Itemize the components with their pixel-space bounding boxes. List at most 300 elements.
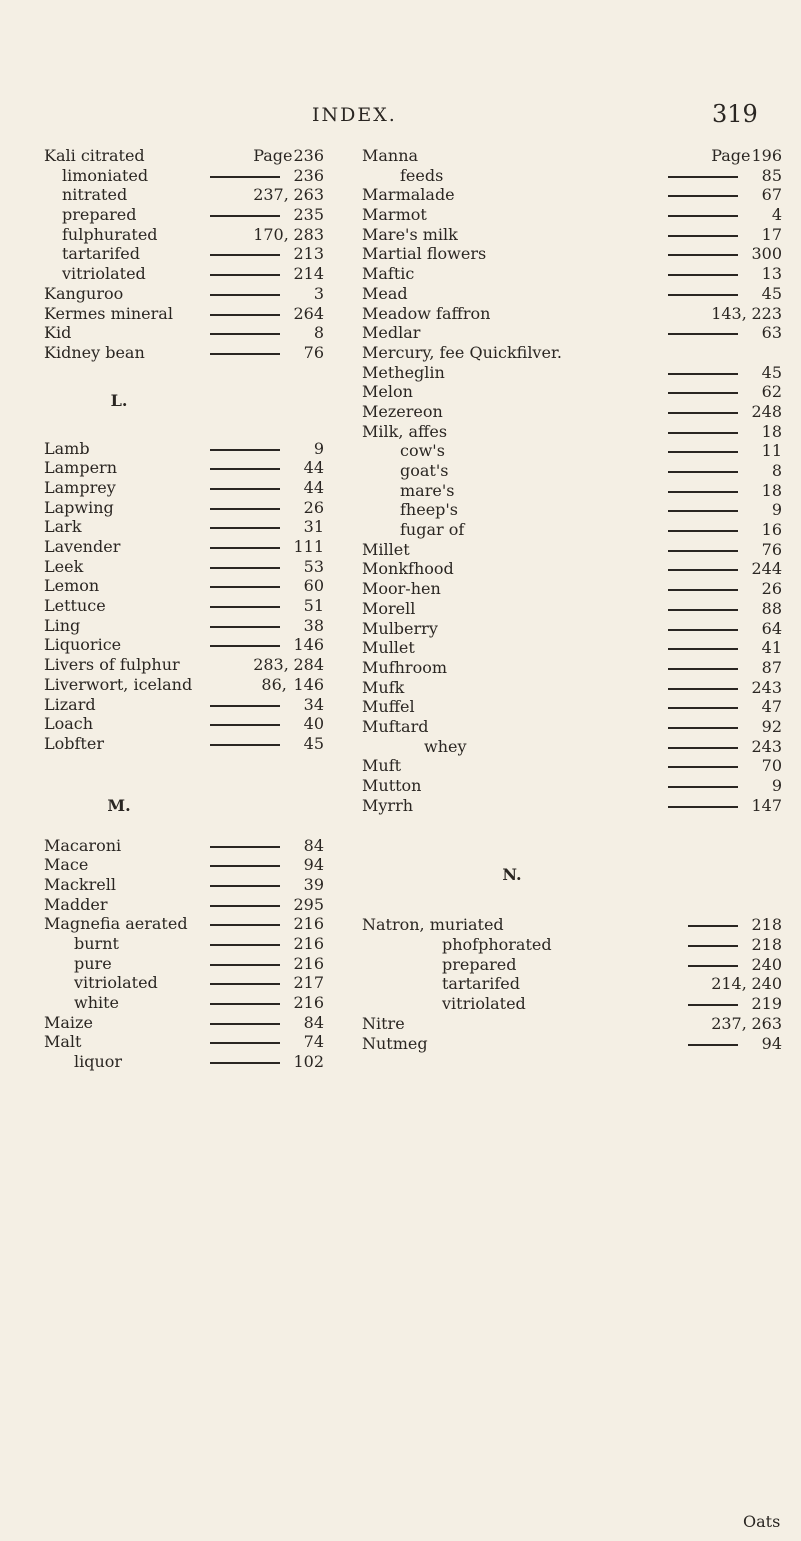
leader-dash — [668, 530, 738, 532]
entry-page-number: 11 — [761, 441, 782, 461]
leader-dash — [668, 747, 738, 749]
entry-term: Lark — [44, 517, 82, 537]
index-entry — [44, 439, 344, 459]
leader-dash — [668, 491, 738, 493]
entry-term: Martial flowers — [362, 244, 487, 264]
index-entry — [44, 973, 344, 993]
entry-term: tartarifed — [62, 244, 140, 264]
entry-term: white — [74, 993, 120, 1013]
index-entry — [44, 205, 344, 225]
index-entry — [362, 579, 782, 599]
entry-term: Mulberry — [362, 618, 438, 638]
entry-page-number: 45 — [303, 733, 324, 753]
index-entry — [44, 498, 344, 518]
index-entry — [44, 304, 344, 324]
index-entry — [44, 244, 344, 264]
index-entry — [44, 596, 344, 616]
entry-term: Muft — [362, 756, 402, 776]
entry-term: Myrrh — [362, 795, 414, 815]
entry-page-number: 283 — [293, 224, 324, 244]
leader-dash — [210, 353, 280, 355]
leader-dash — [210, 567, 280, 569]
page-label: Page — [711, 146, 751, 165]
entry-term: limoniated — [62, 165, 149, 185]
entry-term: Ling — [44, 615, 81, 635]
section-letter-l: L. — [110, 390, 128, 410]
entry-term: Mercury, fee Quickfilver. — [362, 342, 562, 362]
entry-page-number: 45 — [761, 283, 782, 303]
entry-page-number: 44 — [303, 458, 324, 478]
leader-dash — [668, 569, 738, 571]
index-entry — [44, 695, 344, 715]
entry-page-number: 213 — [293, 244, 324, 264]
index-entry — [44, 895, 344, 915]
catchword: Oats — [743, 1512, 781, 1531]
entry-page-number: 53 — [303, 556, 324, 576]
index-entry — [44, 537, 344, 557]
index-entry — [362, 619, 782, 639]
leader-dash — [210, 1003, 280, 1005]
entry-page-number: 16 — [761, 520, 782, 540]
entry-term: Lamb — [44, 438, 90, 458]
leader-dash — [210, 547, 280, 549]
index-entry — [362, 264, 782, 284]
entry-page-number: 88 — [761, 598, 782, 618]
entry-page-number: 214 — [293, 264, 324, 284]
entry-term: Kermes mineral — [44, 303, 173, 323]
entry-term: Kidney bean — [44, 342, 145, 362]
entry-page-number: 64 — [761, 618, 782, 638]
entry-term: Mullet — [362, 638, 415, 658]
leader-dash — [210, 508, 280, 510]
index-entry — [44, 675, 344, 695]
leader-dash — [688, 965, 738, 967]
index-entry — [362, 146, 782, 166]
index-entry — [44, 166, 344, 186]
leader-dash — [688, 925, 738, 927]
entry-term: Malt — [44, 1032, 82, 1052]
entry-page-number: 263 — [751, 1013, 782, 1033]
entry-page-number: 147 — [751, 795, 782, 815]
entry-term: Livers of fulphur — [44, 655, 180, 675]
entry-term: vitriolated — [74, 973, 158, 993]
index-entry — [44, 478, 344, 498]
entry-page-number: 216 — [293, 934, 324, 953]
leader-dash — [210, 905, 280, 907]
entry-term: feeds — [400, 165, 444, 185]
index-entry — [362, 737, 782, 757]
entry-page-number: 76 — [761, 539, 782, 559]
entry-term: Natron, muriated — [362, 915, 504, 935]
leader-dash — [668, 727, 738, 729]
leader-dash — [688, 945, 738, 947]
leader-dash — [668, 294, 738, 296]
entry-term: Leek — [44, 556, 84, 576]
entry-term: Mead — [362, 283, 408, 303]
index-entry — [362, 796, 782, 816]
entry-term: Lamprey — [44, 477, 116, 497]
page-number: 319 — [712, 100, 758, 128]
entry-term: Kali citrated — [44, 146, 145, 165]
entry-page-number: 63 — [761, 323, 782, 343]
section-letter-n: N. — [502, 865, 522, 885]
leader-dash — [668, 412, 738, 414]
index-entry — [44, 1013, 344, 1033]
leader-dash — [210, 1062, 280, 1064]
entry-term: Muftard — [362, 716, 429, 736]
entry-page-number: 41 — [761, 638, 782, 658]
entry-page-number: 244 — [751, 559, 782, 579]
entry-term: prepared — [442, 954, 517, 974]
index-entry — [362, 481, 782, 501]
page-label: Page — [253, 146, 293, 165]
entry-page-reference: 214, — [711, 974, 747, 994]
index-entry — [362, 658, 782, 678]
entry-term: Lettuce — [44, 596, 106, 616]
entry-term: Muffel — [362, 697, 415, 717]
entry-page-number: 84 — [303, 1012, 324, 1032]
index-entry — [362, 559, 782, 579]
index-entry — [362, 284, 782, 304]
entry-page-number: 102 — [293, 1052, 324, 1072]
index-entry — [44, 557, 344, 577]
entry-term: Maize — [44, 1012, 93, 1032]
entry-page-number: 40 — [303, 714, 324, 734]
index-entry — [44, 914, 344, 934]
index-entry — [362, 915, 782, 935]
index-entry — [44, 146, 344, 166]
entry-page-number: 248 — [751, 401, 782, 421]
index-entry — [362, 638, 782, 658]
leader-dash — [210, 626, 280, 628]
index-entry — [362, 441, 782, 461]
entry-term: Magnefia aerated — [44, 914, 188, 934]
entry-term: pure — [74, 953, 112, 973]
entry-term: Metheglin — [362, 362, 445, 382]
m-entries-right — [362, 146, 782, 815]
entry-page-number: 94 — [303, 855, 324, 875]
entry-page-number: 87 — [761, 657, 782, 677]
leader-dash — [210, 964, 280, 966]
entry-term: Liquorice — [44, 635, 122, 655]
index-entry — [44, 655, 344, 675]
entry-term: Meadow faffron — [362, 303, 491, 323]
leader-dash — [668, 510, 738, 512]
leader-dash — [210, 645, 280, 647]
entry-page-number: 4 — [771, 205, 782, 225]
entry-page-number: 18 — [761, 480, 782, 500]
entry-page-number: 216 — [293, 993, 324, 1013]
index-entry — [362, 304, 782, 324]
entry-page-number: 94 — [761, 1033, 782, 1053]
entry-term: Moor-hen — [362, 579, 441, 599]
index-entry — [362, 205, 782, 225]
index-entry — [44, 714, 344, 734]
index-entry — [44, 517, 344, 537]
index-entry — [362, 244, 782, 264]
entry-page-number: 62 — [761, 382, 782, 402]
entry-term: prepared — [62, 205, 137, 225]
leader-dash — [668, 195, 738, 197]
leader-dash — [210, 488, 280, 490]
entry-page-number: 111 — [293, 537, 324, 556]
leader-dash — [668, 373, 738, 375]
entry-term: Lobfter — [44, 733, 104, 753]
index-entry — [44, 616, 344, 636]
index-entry — [362, 166, 782, 186]
entry-term: Mufhroom — [362, 657, 447, 677]
entry-term: Marmalade — [362, 185, 455, 205]
entry-term: burnt — [74, 934, 119, 953]
index-entry — [362, 776, 782, 796]
index-entry — [362, 994, 782, 1014]
index-entry — [44, 734, 344, 754]
leader-dash — [668, 176, 738, 178]
left-column — [44, 146, 344, 1072]
leader-dash — [210, 705, 280, 707]
entry-term: Marmot — [362, 205, 427, 225]
index-entry — [362, 756, 782, 776]
entry-term: Lampern — [44, 458, 117, 478]
leader-dash — [210, 865, 280, 867]
entry-term: cow's — [400, 441, 445, 461]
entry-page-number: 264 — [293, 303, 324, 323]
entry-page-number: 263 — [293, 185, 324, 205]
leader-dash — [688, 1044, 738, 1046]
index-entry — [362, 540, 782, 560]
leader-dash — [668, 550, 738, 552]
leader-dash — [210, 449, 280, 451]
entry-term: Medlar — [362, 323, 421, 343]
entry-page-number: 26 — [303, 497, 324, 517]
entry-page-number: 51 — [303, 596, 324, 616]
leader-dash — [668, 215, 738, 217]
entry-term: Kid — [44, 323, 72, 343]
entry-term: fugar of — [400, 520, 465, 540]
index-entry — [362, 974, 782, 994]
entry-page-number: 84 — [303, 835, 324, 855]
index-entry — [362, 955, 782, 975]
running-title: INDEX. — [312, 104, 397, 126]
entry-page-number: 146 — [293, 674, 324, 694]
leader-dash — [668, 609, 738, 611]
entry-page-number: 60 — [303, 576, 324, 596]
index-entry — [362, 185, 782, 205]
entry-page-number: 218 — [751, 935, 782, 955]
leader-dash — [668, 471, 738, 473]
n-entries — [362, 915, 782, 1053]
index-entry — [44, 185, 344, 205]
entry-term: Liverwort, iceland — [44, 674, 193, 694]
entry-term: Kanguroo — [44, 283, 124, 303]
index-entry — [362, 697, 782, 717]
leader-dash — [210, 846, 280, 848]
leader-dash — [668, 688, 738, 690]
leader-dash — [668, 451, 738, 453]
index-entry — [44, 1052, 344, 1072]
index-entry — [44, 934, 344, 954]
entry-term: Macaroni — [44, 835, 122, 855]
leader-dash — [210, 885, 280, 887]
leader-dash — [210, 944, 280, 946]
leader-dash — [210, 333, 280, 335]
entry-page-number: 9 — [771, 776, 782, 795]
entry-term: fheep's — [400, 500, 459, 520]
entry-page-reference: 143, — [711, 303, 747, 323]
index-entry — [362, 1014, 782, 1034]
leader-dash — [668, 432, 738, 434]
section-letter-m: M. — [107, 795, 131, 815]
entry-page-number: 217 — [293, 973, 324, 993]
entry-term: Mezereon — [362, 401, 443, 421]
entry-page-number: 26 — [761, 579, 782, 599]
leader-dash — [210, 1023, 280, 1025]
leader-dash — [210, 586, 280, 588]
leader-dash — [668, 589, 738, 591]
index-entry — [362, 323, 782, 343]
entry-page-number: 295 — [293, 894, 324, 914]
index-entry — [44, 1032, 344, 1052]
leader-dash — [668, 707, 738, 709]
leader-dash — [668, 648, 738, 650]
index-entry — [362, 1034, 782, 1054]
entry-page-number: 39 — [303, 874, 324, 894]
entry-page-number: 3 — [313, 283, 324, 303]
entry-page-number: 243 — [751, 736, 782, 756]
entry-term: Mare's milk — [362, 224, 458, 244]
leader-dash — [210, 527, 280, 529]
entry-page-number: 92 — [761, 716, 782, 736]
entry-term: vitriolated — [62, 264, 146, 284]
leader-dash — [210, 924, 280, 926]
entry-page-number: 236 — [293, 146, 324, 165]
entry-page-number: 17 — [761, 224, 782, 244]
index-entry — [44, 225, 344, 245]
leader-dash — [668, 274, 738, 276]
index-entry — [362, 382, 782, 402]
entry-term: Mace — [44, 855, 89, 875]
entry-page-number: 44 — [303, 477, 324, 497]
entry-page-number: 216 — [293, 953, 324, 973]
entry-page-number: 74 — [303, 1032, 324, 1052]
entry-term: Maftic — [362, 264, 415, 284]
leader-dash — [210, 744, 280, 746]
index-entry — [362, 500, 782, 520]
index-entry — [362, 678, 782, 698]
entry-page-number: 240 — [751, 954, 782, 974]
index-entry — [362, 461, 782, 481]
entry-term: goat's — [400, 461, 449, 480]
entry-page-reference: 283, — [253, 655, 289, 675]
entry-term: Lizard — [44, 694, 96, 714]
entry-term: Mackrell — [44, 874, 116, 894]
leader-dash — [668, 392, 738, 394]
entry-page-number: 18 — [761, 421, 782, 441]
index-entry — [362, 225, 782, 245]
entry-page-number: 34 — [303, 694, 324, 714]
entry-page-number: 284 — [293, 655, 324, 675]
entry-page-number: 76 — [303, 342, 324, 362]
index-entry — [44, 264, 344, 284]
entry-term: Monkfhood — [362, 559, 454, 579]
leader-dash — [668, 333, 738, 335]
index-entry — [44, 458, 344, 478]
leader-dash — [210, 724, 280, 726]
k-entries — [44, 146, 344, 363]
entry-term: Lavender — [44, 537, 121, 556]
entry-term: Melon — [362, 382, 413, 402]
leader-dash — [210, 215, 280, 217]
entry-page-number: 223 — [751, 303, 782, 323]
entry-term: Nitre — [362, 1013, 405, 1033]
entry-page-number: 236 — [293, 165, 324, 185]
index-entry — [44, 323, 344, 343]
entry-term: Lapwing — [44, 497, 114, 517]
index-entry — [362, 717, 782, 737]
index-entry — [44, 836, 344, 856]
entry-page-number: 67 — [761, 185, 782, 205]
index-entry — [362, 935, 782, 955]
leader-dash — [668, 766, 738, 768]
index-entry — [44, 855, 344, 875]
entry-page-number: 8 — [313, 323, 324, 343]
entry-term: Mufk — [362, 677, 405, 697]
m-entries-left — [44, 836, 344, 1072]
index-entry — [44, 954, 344, 974]
entry-page-number: 240 — [751, 974, 782, 994]
entry-term: Lemon — [44, 576, 100, 596]
entry-page-number: 235 — [293, 205, 324, 225]
leader-dash — [210, 274, 280, 276]
index-entry — [44, 576, 344, 596]
leader-dash — [210, 983, 280, 985]
entry-term: Millet — [362, 539, 410, 559]
index-entry — [44, 284, 344, 304]
entry-term: nitrated — [62, 185, 128, 205]
l-entries — [44, 439, 344, 754]
entry-term: Mutton — [362, 776, 422, 795]
leader-dash — [668, 629, 738, 631]
entry-term: Madder — [44, 894, 108, 914]
entry-page-reference: 86, — [261, 674, 287, 694]
entry-term: mare's — [400, 480, 455, 500]
entry-page-number: 216 — [293, 914, 324, 934]
entry-page-number: 218 — [751, 915, 782, 935]
entry-term: Manna — [362, 146, 419, 165]
index-entry — [362, 520, 782, 540]
entry-page-number: 9 — [771, 500, 782, 520]
entry-page-number: 9 — [313, 438, 324, 458]
index-entry — [44, 875, 344, 895]
entry-page-number: 8 — [771, 461, 782, 480]
leader-dash — [688, 1004, 738, 1006]
index-entry — [44, 635, 344, 655]
index-entry — [362, 402, 782, 422]
entry-term: liquor — [74, 1052, 123, 1072]
index-entry — [362, 422, 782, 442]
leader-dash — [668, 235, 738, 237]
entry-term: Milk, affes — [362, 421, 448, 441]
entry-term: Loach — [44, 714, 94, 734]
entry-page-number: 196 — [751, 146, 782, 165]
leader-dash — [210, 176, 280, 178]
entry-page-number: 31 — [303, 517, 324, 537]
entry-page-reference: 237, — [253, 185, 289, 205]
entry-page-number: 45 — [761, 362, 782, 382]
entry-term: fulphurated — [62, 224, 158, 244]
entry-term: tartarifed — [442, 974, 520, 994]
entry-page-number: 38 — [303, 615, 324, 635]
